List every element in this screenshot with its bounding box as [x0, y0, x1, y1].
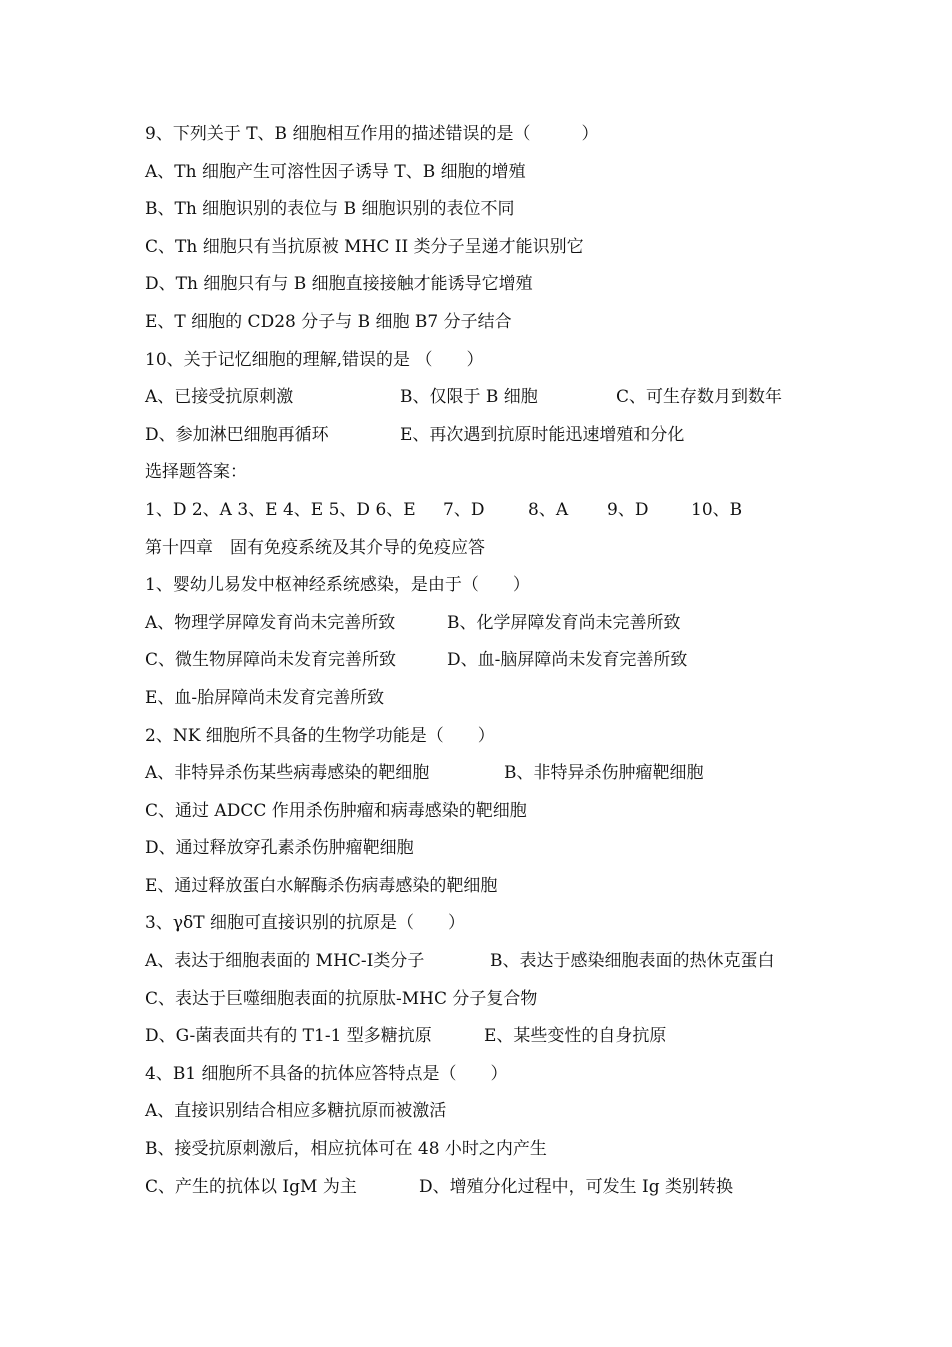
option-c: C、微生物屏障尚未发育完善所致 — [145, 650, 397, 671]
question-stem: 2、NK 细胞所不具备的生物学功能是（ ） — [145, 725, 495, 746]
option-a: A、物理学屏障发育尚未完善所致 — [145, 612, 396, 633]
option-e: E、再次遇到抗原时能迅速增殖和分化 — [400, 424, 685, 445]
option-b: B、Th 细胞识别的表位与 B 细胞识别的表位不同 — [145, 199, 515, 220]
options-row — [145, 379, 835, 417]
question-stem: 3、γδT 细胞可直接识别的抗原是（ ） — [145, 913, 465, 934]
option-a: A、表达于细胞表面的 MHC-Ⅰ类分子 — [145, 951, 425, 972]
options-row — [145, 642, 835, 680]
option-d: D、参加淋巴细胞再循环 — [145, 424, 329, 445]
option-c: C、产生的抗体以 IgM 为主 — [145, 1176, 357, 1197]
question-stem: 1、婴幼儿易发中枢神经系统感染，是由于（ ） — [145, 575, 530, 596]
answer-item: 8、A — [528, 499, 569, 520]
question-stem: 10、关于记忆细胞的理解,错误的是 （ ） — [145, 349, 484, 370]
option-d: D、Th 细胞只有与 B 细胞直接接触才能诱导它增殖 — [145, 274, 533, 295]
chapter-title: 第十四章 固有免疫系统及其介导的免疫应答 — [145, 537, 485, 558]
options-row — [145, 755, 835, 793]
option-a: A、非特异杀伤某些病毒感染的靶细胞 — [145, 763, 430, 784]
option-c: C、可生存数月到数年 — [616, 387, 783, 408]
option-b: B、非特异杀伤肿瘤靶细胞 — [504, 763, 704, 784]
option-a: A、已接受抗原刺激 — [145, 387, 294, 408]
option-d: D、血-脑屏障尚未发育完善所致 — [447, 650, 688, 671]
option-d: D、通过释放穿孔素杀伤肿瘤靶细胞 — [145, 838, 414, 859]
answer-item: 10、B — [691, 499, 743, 520]
question-stem: 4、B1 细胞所不具备的抗体应答特点是（ ） — [145, 1063, 508, 1084]
options-row — [145, 943, 835, 981]
answers-label: 选择题答案： — [145, 462, 247, 483]
option-e: E、通过释放蛋白水解酶杀伤病毒感染的靶细胞 — [145, 875, 498, 896]
answers-row — [145, 492, 835, 530]
option-d: D、增殖分化过程中，可发生 Ig 类别转换 — [419, 1176, 734, 1197]
options-row — [145, 417, 835, 455]
answer-item: 7、D — [443, 499, 485, 520]
options-row — [145, 1018, 835, 1056]
option-d: D、G-菌表面共有的 T1-1 型多糖抗原 — [145, 1026, 432, 1047]
option-a: A、直接识别结合相应多糖抗原而被激活 — [145, 1101, 447, 1122]
option-a: A、Th 细胞产生可溶性因子诱导 T、B 细胞的增殖 — [145, 161, 526, 182]
option-e: E、某些变性的自身抗原 — [484, 1026, 667, 1047]
option-c: C、表达于巨噬细胞表面的抗原肽-MHC 分子复合物 — [145, 988, 538, 1009]
document-body — [145, 116, 835, 1206]
option-b: B、化学屏障发育尚未完善所致 — [447, 612, 681, 633]
options-row — [145, 1169, 835, 1207]
option-e: E、T 细胞的 CD28 分子与 B 细胞 B7 分子结合 — [145, 311, 512, 332]
option-b: B、仅限于 B 细胞 — [400, 387, 538, 408]
answer-item: 9、D — [607, 499, 649, 520]
question-stem: 9、下列关于 T、B 细胞相互作用的描述错误的是（ ） — [145, 124, 599, 144]
option-c: C、通过 ADCC 作用杀伤肿瘤和病毒感染的靶细胞 — [145, 800, 527, 821]
answer-item: 1、D 2、A 3、E 4、E 5、D 6、E — [145, 499, 416, 520]
options-row — [145, 605, 835, 643]
option-e: E、血-胎屏障尚未发育完善所致 — [145, 687, 385, 708]
option-b: B、表达于感染细胞表面的热休克蛋白 — [490, 951, 775, 972]
option-c: C、Th 细胞只有当抗原被 MHC II 类分子呈递才能识别它 — [145, 236, 584, 257]
option-b: B、接受抗原刺激后，相应抗体可在 48 小时之内产生 — [145, 1139, 547, 1160]
